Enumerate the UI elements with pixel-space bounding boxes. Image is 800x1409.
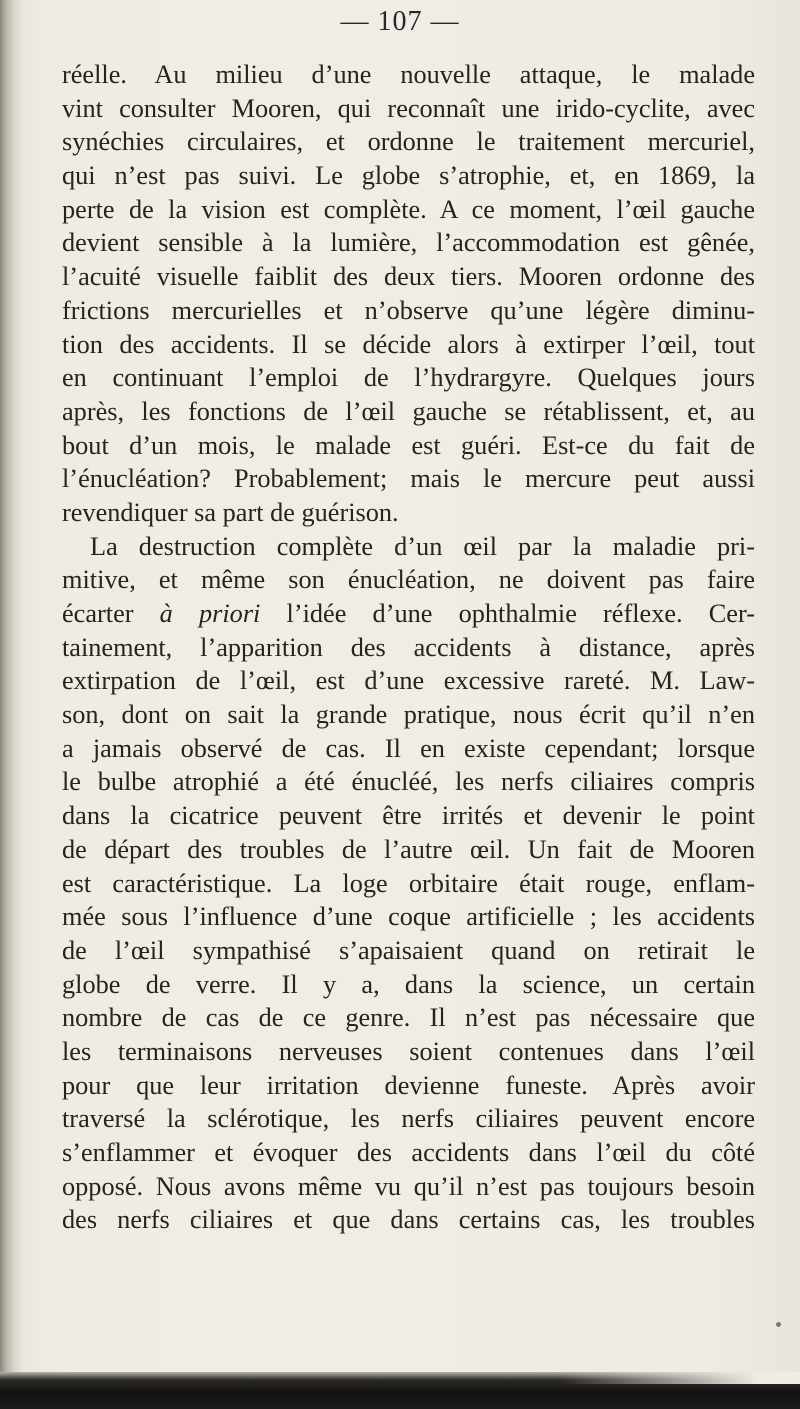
text-line: de départ des troubles de l’autre œil. Un fait de Mooren <box>62 834 755 864</box>
text-line <box>62 597 755 631</box>
text-line: traversé la sclérotique, les nerfs ciliaires peuvent encore <box>62 1104 755 1134</box>
text-line: son, dont on sait la grande pratique, nous écrit qu’il n’en <box>62 700 755 730</box>
text-line: devient sensible à la lumière, l’accommodation est gênée, <box>62 228 755 258</box>
text-line: synéchies circulaires, et ordonne le traitement mercuriel, <box>62 127 755 157</box>
text-line-segment: écarter <box>62 599 160 628</box>
text-line: s’enflammer et évoquer des accidents dans l’œil du côté <box>62 1138 755 1167</box>
text-line: des nerfs ciliaires et que dans certains cas, les troubles <box>62 1205 755 1235</box>
text-line: nombre de cas de ce genre. Il n’est pas nécessaire que <box>62 1003 755 1033</box>
text-line: mitive, et même son énucléation, ne doivent pas faire <box>62 565 755 595</box>
text-line: de l’œil sympathisé s’apaisaient quand on retirait le <box>62 935 755 965</box>
text-line: tainement, l’apparition des accidents à distance, après <box>62 632 755 662</box>
text-line: extirpation de l’œil, est d’une excessive rareté. M. Law- <box>62 666 755 696</box>
text-line: dans la cicatrice peuvent être irrités et devenir le point <box>62 801 755 831</box>
text-line: en continuant l’emploi de l’hydrargyre. Quelques jours <box>62 363 755 393</box>
text-line: est caractéristique. La loge orbitaire était rouge, enflam- <box>62 868 755 898</box>
italic-phrase: à priori <box>159 599 261 628</box>
text-line: le bulbe atrophié a été énucléé, les nerfs ciliaires compris <box>62 767 755 797</box>
text-line: a jamais observé de cas. Il en existe cependant; lorsque <box>62 733 755 763</box>
text-line: La destruction complète d’un œil par la maladie pri- <box>90 531 755 561</box>
text-line: bout d’un mois, le malade est guéri. Est-ce du fait de <box>62 430 755 460</box>
text-line: qui n’est pas suivi. Le globe s’atrophie, et, en 1869, la <box>62 161 755 191</box>
text-line: frictions mercurielles et n’observe qu’une légère diminu- <box>62 295 755 325</box>
text-line: l’acuité visuelle faiblit des deux tiers. Mooren ordonne des <box>62 262 755 292</box>
text-line: après, les fonctions de l’œil gauche se rétablissent, et, au <box>62 396 755 426</box>
text-line: réelle. Au milieu d’une nouvelle attaque, le malade <box>62 60 755 89</box>
page-number: — 107 — <box>340 6 460 37</box>
text-line: perte de la vision est complète. A ce moment, l’œil gauche <box>62 194 755 224</box>
text-line: opposé. Nous avons même vu qu’il n’est pas toujours besoin <box>62 1171 755 1201</box>
text-line: l’énucléation? Probablement; mais le mercure peut aussi <box>62 464 755 494</box>
text-line-segment: l’idée d’une ophthalmie réflexe. Cer- <box>260 599 755 628</box>
text-line: globe de verre. Il y a, dans la science, un certain <box>62 969 755 999</box>
body-text <box>62 58 755 1237</box>
text-line: vint consulter Mooren, qui reconnaît une irido-cyclite, avec <box>62 93 755 123</box>
binding-shadow <box>0 0 22 1409</box>
text-line: tion des accidents. Il se décide alors à extirper l’œil, tout <box>62 329 755 359</box>
scan-edge-fade <box>560 1372 800 1384</box>
text-line: revendiquer sa part de guérison. <box>62 497 399 527</box>
text-line: mée sous l’influence d’une coque artificielle ; les accidents <box>62 902 755 932</box>
text-line: les terminaisons nerveuses soient contenues dans l’œil <box>62 1036 755 1066</box>
paper-speck <box>776 1322 781 1327</box>
text-line: pour que leur irritation devienne funeste. Après avoir <box>62 1070 755 1100</box>
